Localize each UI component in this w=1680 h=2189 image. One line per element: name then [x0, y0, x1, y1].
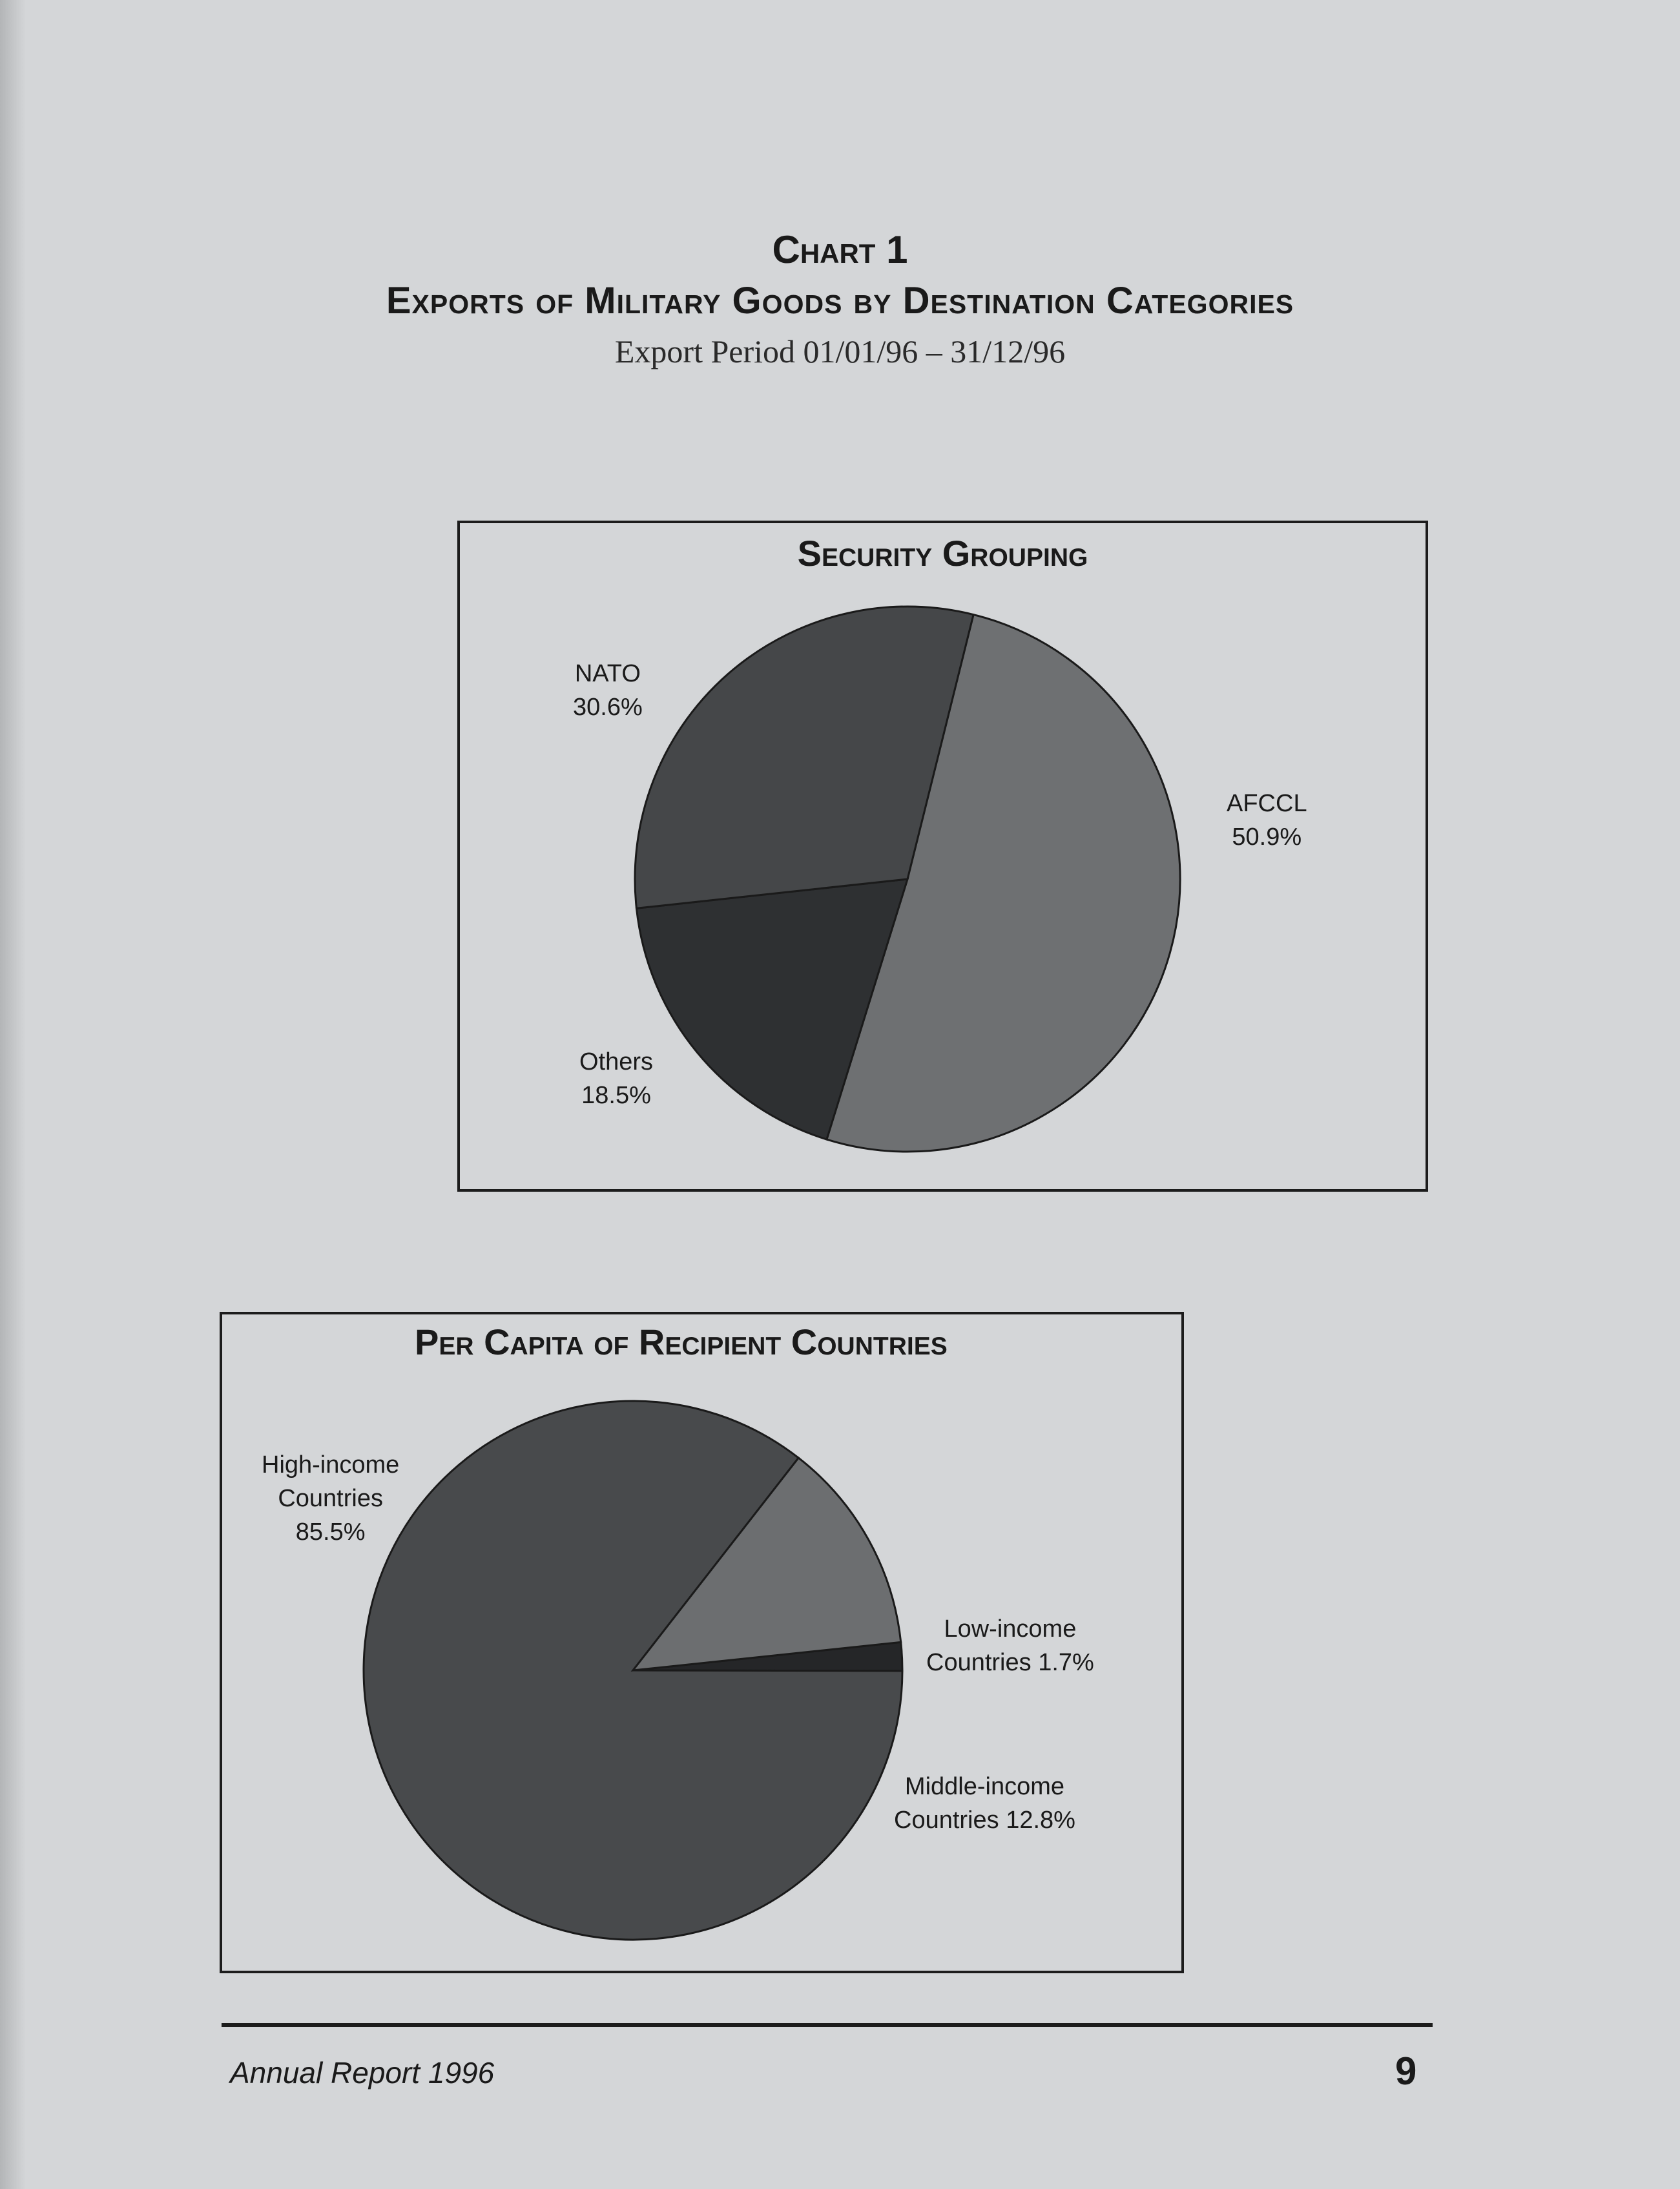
nato-value: 30.6% [573, 694, 643, 721]
page-number: 9 [1395, 2049, 1417, 2093]
chart-number: Chart 1 [772, 228, 908, 271]
middle-income-value: 12.8% [1006, 1807, 1075, 1834]
footer-report-title: Annual Report 1996 [230, 2056, 495, 2090]
low-income-value: 1.7% [1038, 1649, 1094, 1676]
high-income-name: High-income [262, 1451, 400, 1478]
chart-period: Export Period 01/01/96 – 31/12/96 [614, 333, 1066, 369]
security-grouping-title: Security Grouping [797, 533, 1088, 574]
high-income-value: 85.5% [295, 1519, 366, 1546]
high-income-name-2: Countries [278, 1485, 383, 1512]
footer-rule [222, 2023, 1433, 2027]
others-label [579, 1045, 653, 1112]
nato-name: NATO [574, 660, 641, 687]
others-name: Others [579, 1048, 654, 1075]
low-income-name: Low-income [944, 1615, 1077, 1643]
middle-income-value-line: Countries 12.8% [894, 1807, 1075, 1834]
others-value: 18.5% [581, 1082, 651, 1109]
security-grouping-pie [633, 605, 1182, 1154]
afccl-value: 50.9% [1232, 824, 1302, 851]
afccl-label [1227, 787, 1307, 854]
security-grouping-panel [457, 521, 1428, 1192]
middle-income-label [894, 1770, 1075, 1837]
nato-label [573, 657, 643, 724]
chart-title: Exports of Military Goods by Destination Categories [386, 280, 1294, 322]
per-capita-title: Per Capita of Recipient Countries [415, 1322, 948, 1362]
per-capita-panel [220, 1312, 1184, 1973]
per-capita-pie [362, 1399, 904, 1942]
page-gutter-shadow [0, 0, 26, 2189]
high-income-label [262, 1448, 399, 1549]
low-income-label [926, 1612, 1094, 1679]
low-income-value-line: Countries 1.7% [926, 1649, 1094, 1676]
middle-income-name: Middle-income [904, 1773, 1065, 1800]
afccl-name: AFCCL [1227, 790, 1307, 817]
